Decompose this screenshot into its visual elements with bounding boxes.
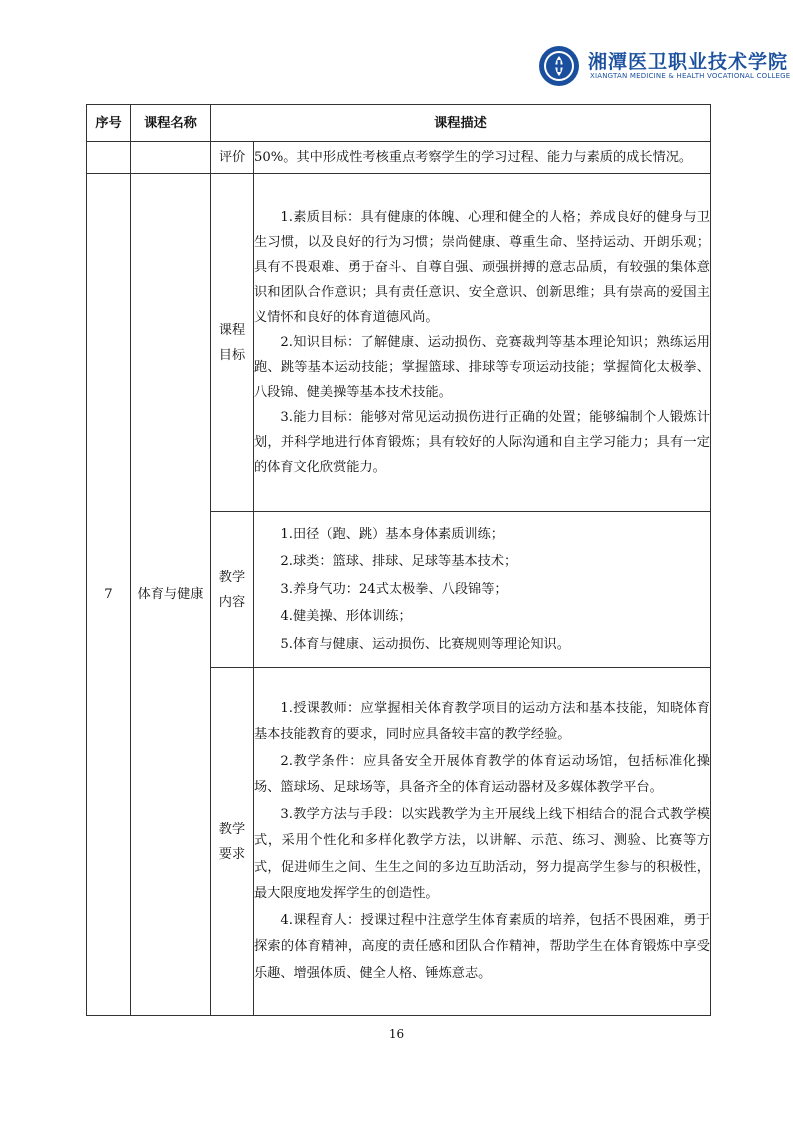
- goals-paragraph: 3.能力目标：能够对常见运动损伤进行正确的处置；能够编制个人锻炼计划，并科学地进行体育锻炼；具有较好的人际沟通和自主学习能力；具有一定的体育文化欣赏能力。: [254, 410, 710, 475]
- header-course-name: 课程名称: [131, 105, 211, 142]
- school-name-en: XIANGTAN MEDICINE & HEALTH VOCATIONAL COLLEGE: [590, 72, 791, 80]
- table-header-row: [87, 105, 711, 142]
- requirements-paragraph: 4.课程育人：授课过程中注意学生体育素质的培养，包括不畏困难，勇于探索的体育精神，高度的责任感和团队合作精神，帮助学生在体育锻炼中享受乐趣、增强体质、健全人格、锤炼意志。: [254, 912, 710, 981]
- college-seal-icon: [538, 45, 580, 87]
- carryover-label: 评价: [211, 142, 254, 174]
- college-logo: [538, 43, 791, 89]
- carryover-text: 50%。其中形成性考核重点考察学生的学习过程、能力与素质的成长情况。: [254, 142, 711, 174]
- goals-paragraph: 2.知识目标：了解健康、运动损伤、竞赛裁判等基本理论知识；熟练运用跑、跳等基本运动技能；掌握篮球、排球等专项运动技能；掌握简化太极拳、八段锦、健美操等基本技术技能。: [254, 335, 710, 400]
- course-number: 7: [87, 174, 131, 1016]
- section-label-goals-text: 课程目标: [218, 322, 246, 363]
- content-item: 2.球类：篮球、排球、足球等基本技术；: [280, 554, 518, 570]
- header-number: 序号: [87, 105, 131, 142]
- course-name: 体育与健康: [131, 174, 211, 1016]
- requirements-paragraph: 2.教学条件：应具备安全开展体育教学的体育运动场馆，包括标准化操场、篮球场、足球场等，具备齐全的体育运动器材及多媒体教学平台。: [254, 753, 710, 796]
- section-teaching-requirements: [254, 668, 711, 1016]
- carryover-number-cell: [87, 142, 131, 174]
- goals-paragraph: 1.素质目标：具有健康的体魄、心理和健全的人格；养成良好的健身与卫生习惯，以及良好的行为习惯；崇尚健康、尊重生命、坚持运动、开朗乐观；具有不畏艰难、勇于奋斗、自尊自强、顽强拼搏的意志品质，有较强的集体意识和团队合作意识；具有责任意识、安全意识、创新思维；具有崇高的爱国主义情怀和良好的体育道德风尚。: [254, 210, 710, 325]
- section-label-requirements: [211, 668, 254, 1016]
- section-label-content: [211, 512, 254, 668]
- header-course-description: 课程描述: [211, 105, 711, 142]
- content-item: 4.健美操、形体训练；: [280, 609, 412, 625]
- table-row: [87, 174, 711, 512]
- section-teaching-content: [254, 512, 711, 668]
- requirements-paragraph: 3.教学方法与手段：以实践教学为主开展线上线下相结合的混合式教学模式，采用个性化和多样化教学方法，以讲解、示范、练习、测验、比赛等方式，促进师生之间、生生之间的多边互助活动，努力提高学生参与的积极性，最大限度地发挥学生的创造性。: [254, 806, 710, 902]
- content-item: 3.养身气功：24式太极拳、八段锦等；: [280, 581, 508, 597]
- requirements-paragraph: 1.授课教师：应掌握相关体育教学项目的运动方法和基本技能，知晓体育基本技能教育的要求，同时应具备较丰富的教学经验。: [254, 700, 710, 743]
- content-item: 1.田径（跑、跳）基本身体素质训练；: [280, 526, 504, 542]
- section-label-content-text: 教学内容: [218, 569, 246, 610]
- carryover-name-cell: [131, 142, 211, 174]
- page-number: 16: [388, 1027, 405, 1041]
- content-item: 5.体育与健康、运动损伤、比赛规则等理论知识。: [280, 636, 570, 652]
- section-label-goals: [211, 174, 254, 512]
- section-goals-content: [254, 174, 711, 512]
- school-name-cn: 湘潭医卫职业技术学院: [588, 51, 789, 73]
- course-table: [86, 104, 711, 1016]
- carryover-row: [87, 142, 711, 174]
- section-label-requirements-text: 教学要求: [218, 821, 246, 862]
